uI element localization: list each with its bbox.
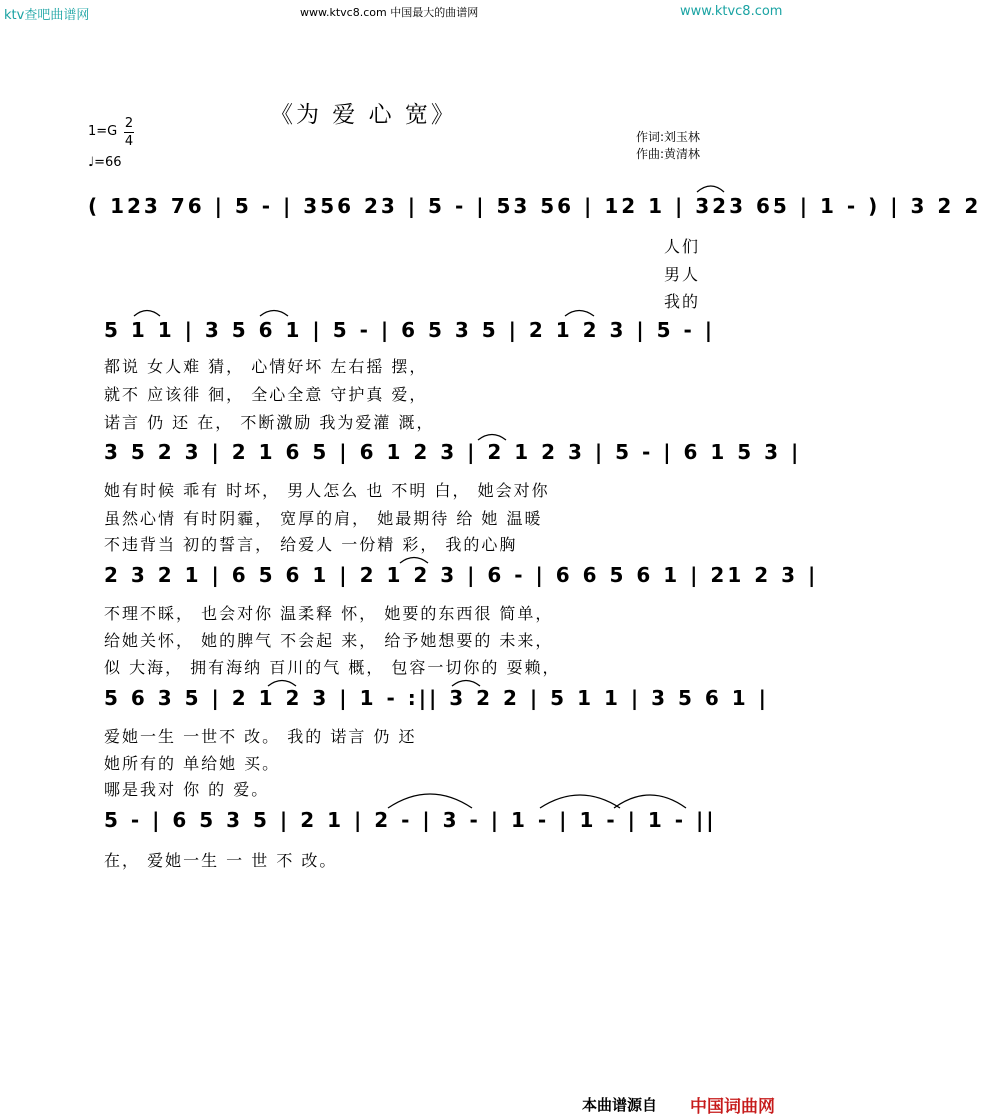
tie-arc [400,558,428,564]
tie-arc [614,795,686,808]
tie-arc [697,186,724,192]
lyric-row-3-verse-3: 不违背当 初的誓言， 给爱人 一份精 彩， 我的心胸 [104,535,518,554]
lyricist-credit: 作词:刘玉林 [636,130,701,144]
key-signature: 1=G [88,124,118,139]
tie-arc [478,435,506,441]
lyric-row-3-verse-1: 她有时候 乖有 时坏， 男人怎么 也 不明 白， 她会对你 [104,481,550,500]
notation-row-3: 3 5 2 3 | 2 1 6 5 | 6 1 2 3 | 2 1 2 3 | 5 - | 6 1 5 3 | [104,440,802,464]
tie-arc [134,311,160,317]
lyric-row-2-verse-3: 诺言 仍 还 在， 不断激励 我为爱灌 溉， [104,413,435,432]
lyric-row-5-verse-2: 她所有的 单给她 买。 [104,754,281,773]
lyric-pickup-3: 我的 [664,292,701,311]
composer-credit: 作曲:黄清林 [636,147,701,161]
tempo-value: =66 [94,155,122,170]
tie-arc [268,681,296,687]
lyric-row-5-verse-3: 哪是我对 你 的 爱。 [104,780,270,799]
lyric-row-4-verse-2: 给她关怀， 她的脾气 不会起 来， 给予她想要的 未来， [104,631,554,650]
lyric-row-3-verse-2: 虽然心情 有时阴霾， 宽厚的肩， 她最期待 给 她 温暖 [104,509,543,528]
site-logo: 中国词曲网 [690,1097,775,1117]
lyric-pickup-2: 男人 [664,265,701,284]
source-label: 本曲谱源自 [582,1096,658,1114]
quarter-note-icon: ♩ [88,155,95,170]
notation-row-1: ( 123 76 | 5 - | 356 23 | 5 - | 53 56 | 12 1 | 323 65 | 1 - ) | 3 2 2 [88,194,981,218]
tie-arc [452,681,480,687]
tie-arc [388,794,472,808]
song-title: 《为 爱 心 宽》 [270,102,457,128]
tie-arc [540,795,620,808]
tie-arc [565,311,594,317]
lyric-row-2-verse-2: 就不 应该徘 徊， 全心全意 守护真 爱， [104,385,428,404]
time-signature-top: 2 [124,116,134,131]
lyric-pickup-1: 人们 [664,237,701,256]
notation-row-2: 5 1 1 | 3 5 6 1 | 5 - | 6 5 3 5 | 2 1 2 3 | 5 - | [104,318,716,342]
watermark-left: ktv查吧曲谱网 [4,8,90,23]
lyric-row-4-verse-3: 似 大海， 拥有海纳 百川的气 概， 包容一切你的 耍赖， [104,658,561,677]
watermark-center: www.ktvc8.com 中国最大的曲谱网 [300,6,479,19]
lyric-row-4-verse-1: 不理不睬， 也会对你 温柔释 怀， 她要的东西很 简单， [104,604,554,623]
lyric-row-2-verse-1: 都说 女人难 猜， 心情好坏 左右摇 摆， [104,357,428,376]
lyric-row-5-verse-1: 爱她一生 一世不 改。 我的 诺言 仍 还 [104,727,417,746]
tie-arc [260,311,288,317]
time-signature-bottom: 4 [124,134,134,149]
lyric-row-6: 在， 爱她一生 一 世 不 改。 [104,851,338,870]
notation-row-5: 5 6 3 5 | 2 1 2 3 | 1 - :|| 3 2 2 | 5 1 1 | 3 5 6 1 | [104,686,769,710]
notation-row-6: 5 - | 6 5 3 5 | 2 1 | 2 - | 3 - | 1 - | 1 - | 1 - || [104,808,717,832]
watermark-right: www.ktvc8.com [680,4,783,19]
notation-row-4: 2 3 2 1 | 6 5 6 1 | 2 1 2 3 | 6 - | 6 6 5 6 1 | 21 2 3 | [104,563,819,587]
